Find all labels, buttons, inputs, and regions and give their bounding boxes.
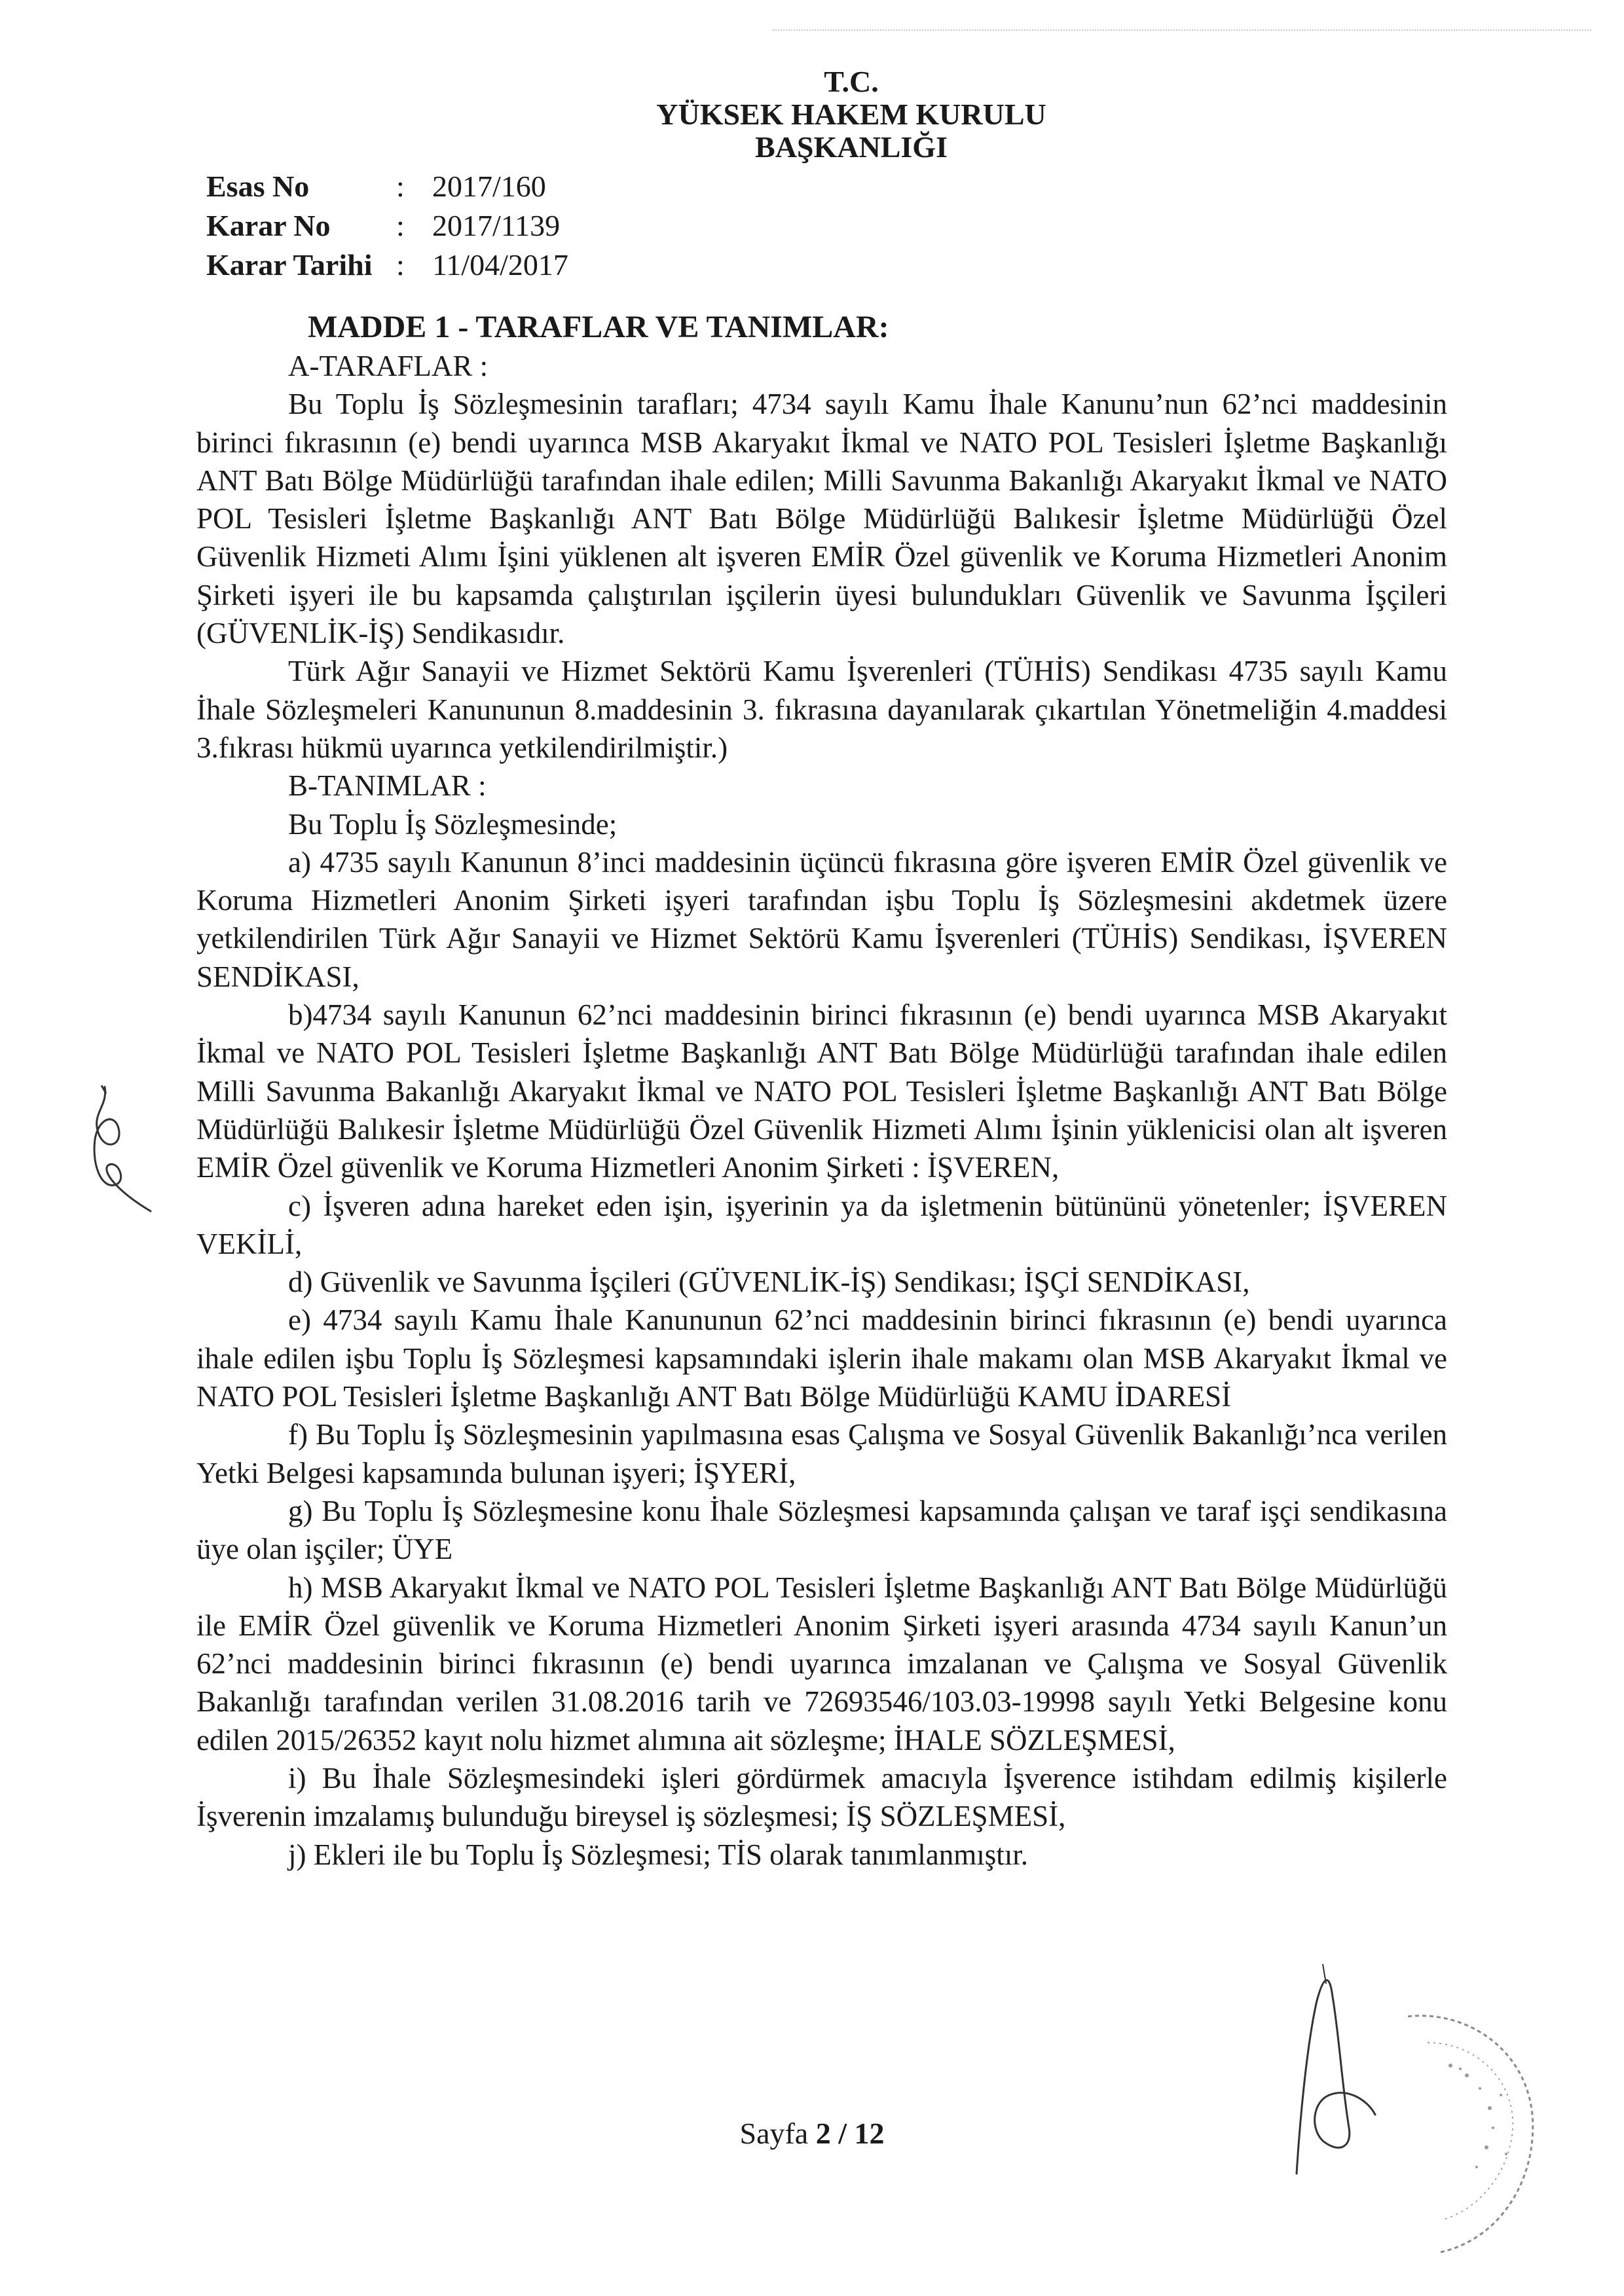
section-b-label: B-TANIMLAR : [288,769,487,803]
karar-value: 2017/1139 [432,209,561,242]
definition-item-a: a) 4735 sayılı Kanunun 8’inci maddesinin üçüncü fıkrasına göre işveren EMİR Özel güvenlik ve Koruma Hizmetleri Anonim Şirketi işyeri tarafından işbu Toplu İş Sözleşmesini akdetmek üzere yetkilendirilen Türk Ağır Sanayii ve Hizmet Sektörü Kamu İşverenleri (TÜHİS) Sendikası, İŞVEREN SENDİKASI, [196,845,1447,993]
scan-artifact-line [773,29,1591,32]
tarih-label: Karar Tarihi [206,248,373,282]
definition-item-d: d) Güvenlik ve Savunma İşçileri (GÜVENLİK-İŞ) Sendikası; İŞÇİ SENDİKASI, [288,1266,1250,1299]
section-a-label: A-TARAFLAR : [288,350,489,382]
definition-item-g: g) Bu Toplu İş Sözleşmesine konu İhale Sözleşmesi kapsamında çalışan ve taraf işçi sendikasına üye olan işçiler; ÜYE [196,1494,1447,1566]
case-metadata [206,167,568,285]
tarih-value: 11/04/2017 [432,248,568,282]
article-title: MADDE 1 - TARAFLAR VE TANIMLAR: [308,310,889,344]
section-b-intro: Bu Toplu İş Sözleşmesinde; [288,807,618,841]
definition-item-c: c) İşveren adına hareket eden işin, işyerinin ya da işletmenin bütününü yönetenler; İŞVEREN VEKİLİ, [196,1189,1447,1260]
definition-item-i: i) Bu İhale Sözleşmesindeki işleri gördürmek amacıyla İşverence istihdam edilmiş kişilerle İşverenin imzalamış bulunduğu bireysel iş sözleşmesi; İŞ SÖZLEŞMESİ, [196,1761,1447,1833]
definition-item-f: f) Bu Toplu İş Sözleşmesinin yapılmasına esas Çalışma ve Sosyal Güvenlik Bakanlığı’nca verilen Yetki Belgesi kapsamında bulunan işyeri; İŞYERİ, [196,1418,1447,1489]
margin-initial-signature [79,1074,177,1224]
esas-value: 2017/160 [432,170,546,203]
karar-row [206,206,568,246]
karar-colon: : [396,209,405,242]
institution-header [622,65,1080,164]
header-line-institution: YÜKSEK HAKEM KURULU [656,98,1046,131]
esas-row [206,167,568,206]
section-a-paragraph-1: Bu Toplu İş Sözleşmesinin tarafları; 4734 sayılı Kamu İhale Kanunu’nun 62’nci maddesinin birinci fıkrasının (e) bendi uyarınca MSB Akaryakıt İkmal ve NATO POL Tesisleri İşletme Başkanlığı ANT Batı Bölge Müdürlüğü tarafından ihale edilen; Milli Savunma Bakanlığı Akaryakıt İkmal ve NATO POL Tesisleri İşletme Başkanlığı ANT Batı Bölge Müdürlüğü Balıkesir İşletme Müdürlüğü Özel Güvenlik Hizmeti Alımı İşini yüklenen alt işveren EMİR Özel güvenlik ve Koruma Hizmetleri Anonim Şirketi işyeri ile bu kapsamda çalıştırılan işçilerin üyesi bulundukları Güvenlik ve Savunma İşçileri (GÜVENLİK-İŞ) Sendikasıdır. [196,388,1447,650]
esas-colon: : [396,170,405,203]
tarih-row [206,246,568,285]
definition-item-e: e) 4734 sayılı Kamu İhale Kanununun 62’nci maddesinin birinci fıkrasının (e) bendi uyarınca ihale edilen işbu Toplu İş Sözleşmesi kapsamındaki işlerin ihale makamı olan MSB Akaryakıt İkmal ve NATO POL Tesisleri İşletme Başkanlığı ANT Batı Bölge Müdürlüğü KAMU İDARESİ [196,1303,1447,1413]
header-line-tc: T.C. [824,65,879,98]
document-body [196,308,1447,1874]
page-footer-prefix: Sayfa [739,2117,816,2150]
header-line-presidency: BAŞKANLIĞI [755,130,948,164]
definition-item-b: b)4734 sayılı Kanunun 62’nci maddesinin birinci fıkrasının (e) bendi uyarınca MSB Akaryakıt İkmal ve NATO POL Tesisleri İşletme Başkanlığı ANT Batı Bölge Müdürlüğü tarafından ihale edilen Milli Savunma Bakanlığı Akaryakıt İkmal ve NATO POL Tesisleri İşletme Başkanlığı ANT Batı Bölge Müdürlüğü Balıkesir İşletme Müdürlüğü Özel Güvenlik Hizmeti Alımı İşinin yüklenicisi olan alt işveren EMİR Özel güvenlik ve Koruma Hizmetleri Anonim Şirketi : İŞVEREN, [196,998,1447,1184]
section-a-paragraph-2: Türk Ağır Sanayii ve Hizmet Sektörü Kamu İşverenleri (TÜHİS) Sendikası 4735 sayılı Kamu İhale Sözleşmeleri Kanununun 8.maddesinin 3. fıkrasına dayanılarak çıkartılan Yönetmeliğin 4.maddesi 3.fıkrası hükmü uyarınca yetkilendirilmiştir.) [196,655,1447,764]
page-footer [0,2116,1624,2151]
page-number: 2 / 12 [815,2117,885,2150]
karar-label: Karar No [206,209,331,242]
definition-item-h: h) MSB Akaryakıt İkmal ve NATO POL Tesisleri İşletme Başkanlığı ANT Batı Bölge Müdürlüğü ile EMİR Özel güvenlik ve Koruma Hizmetleri Anonim Şirketi işyeri arasında 4734 sayılı Kanun’un 62’nci maddesinin birinci fıkrasının (e) bendi uyarınca imzalanan ve Çalışma ve Sosyal Güvenlik Bakanlığı tarafından verilen 31.08.2016 tarih ve 72693546/103.03-19998 sayılı Yetki Belgesine konu edilen 2015/26352 kayıt nolu hizmet alımına ait sözleşme; İHALE SÖZLEŞMESİ, [196,1571,1447,1757]
tarih-colon: : [396,248,405,282]
esas-label: Esas No [206,170,310,203]
definition-item-j: j) Ekleri ile bu Toplu İş Sözleşmesi; TİS olarak tanımlanmıştır. [288,1838,1029,1871]
